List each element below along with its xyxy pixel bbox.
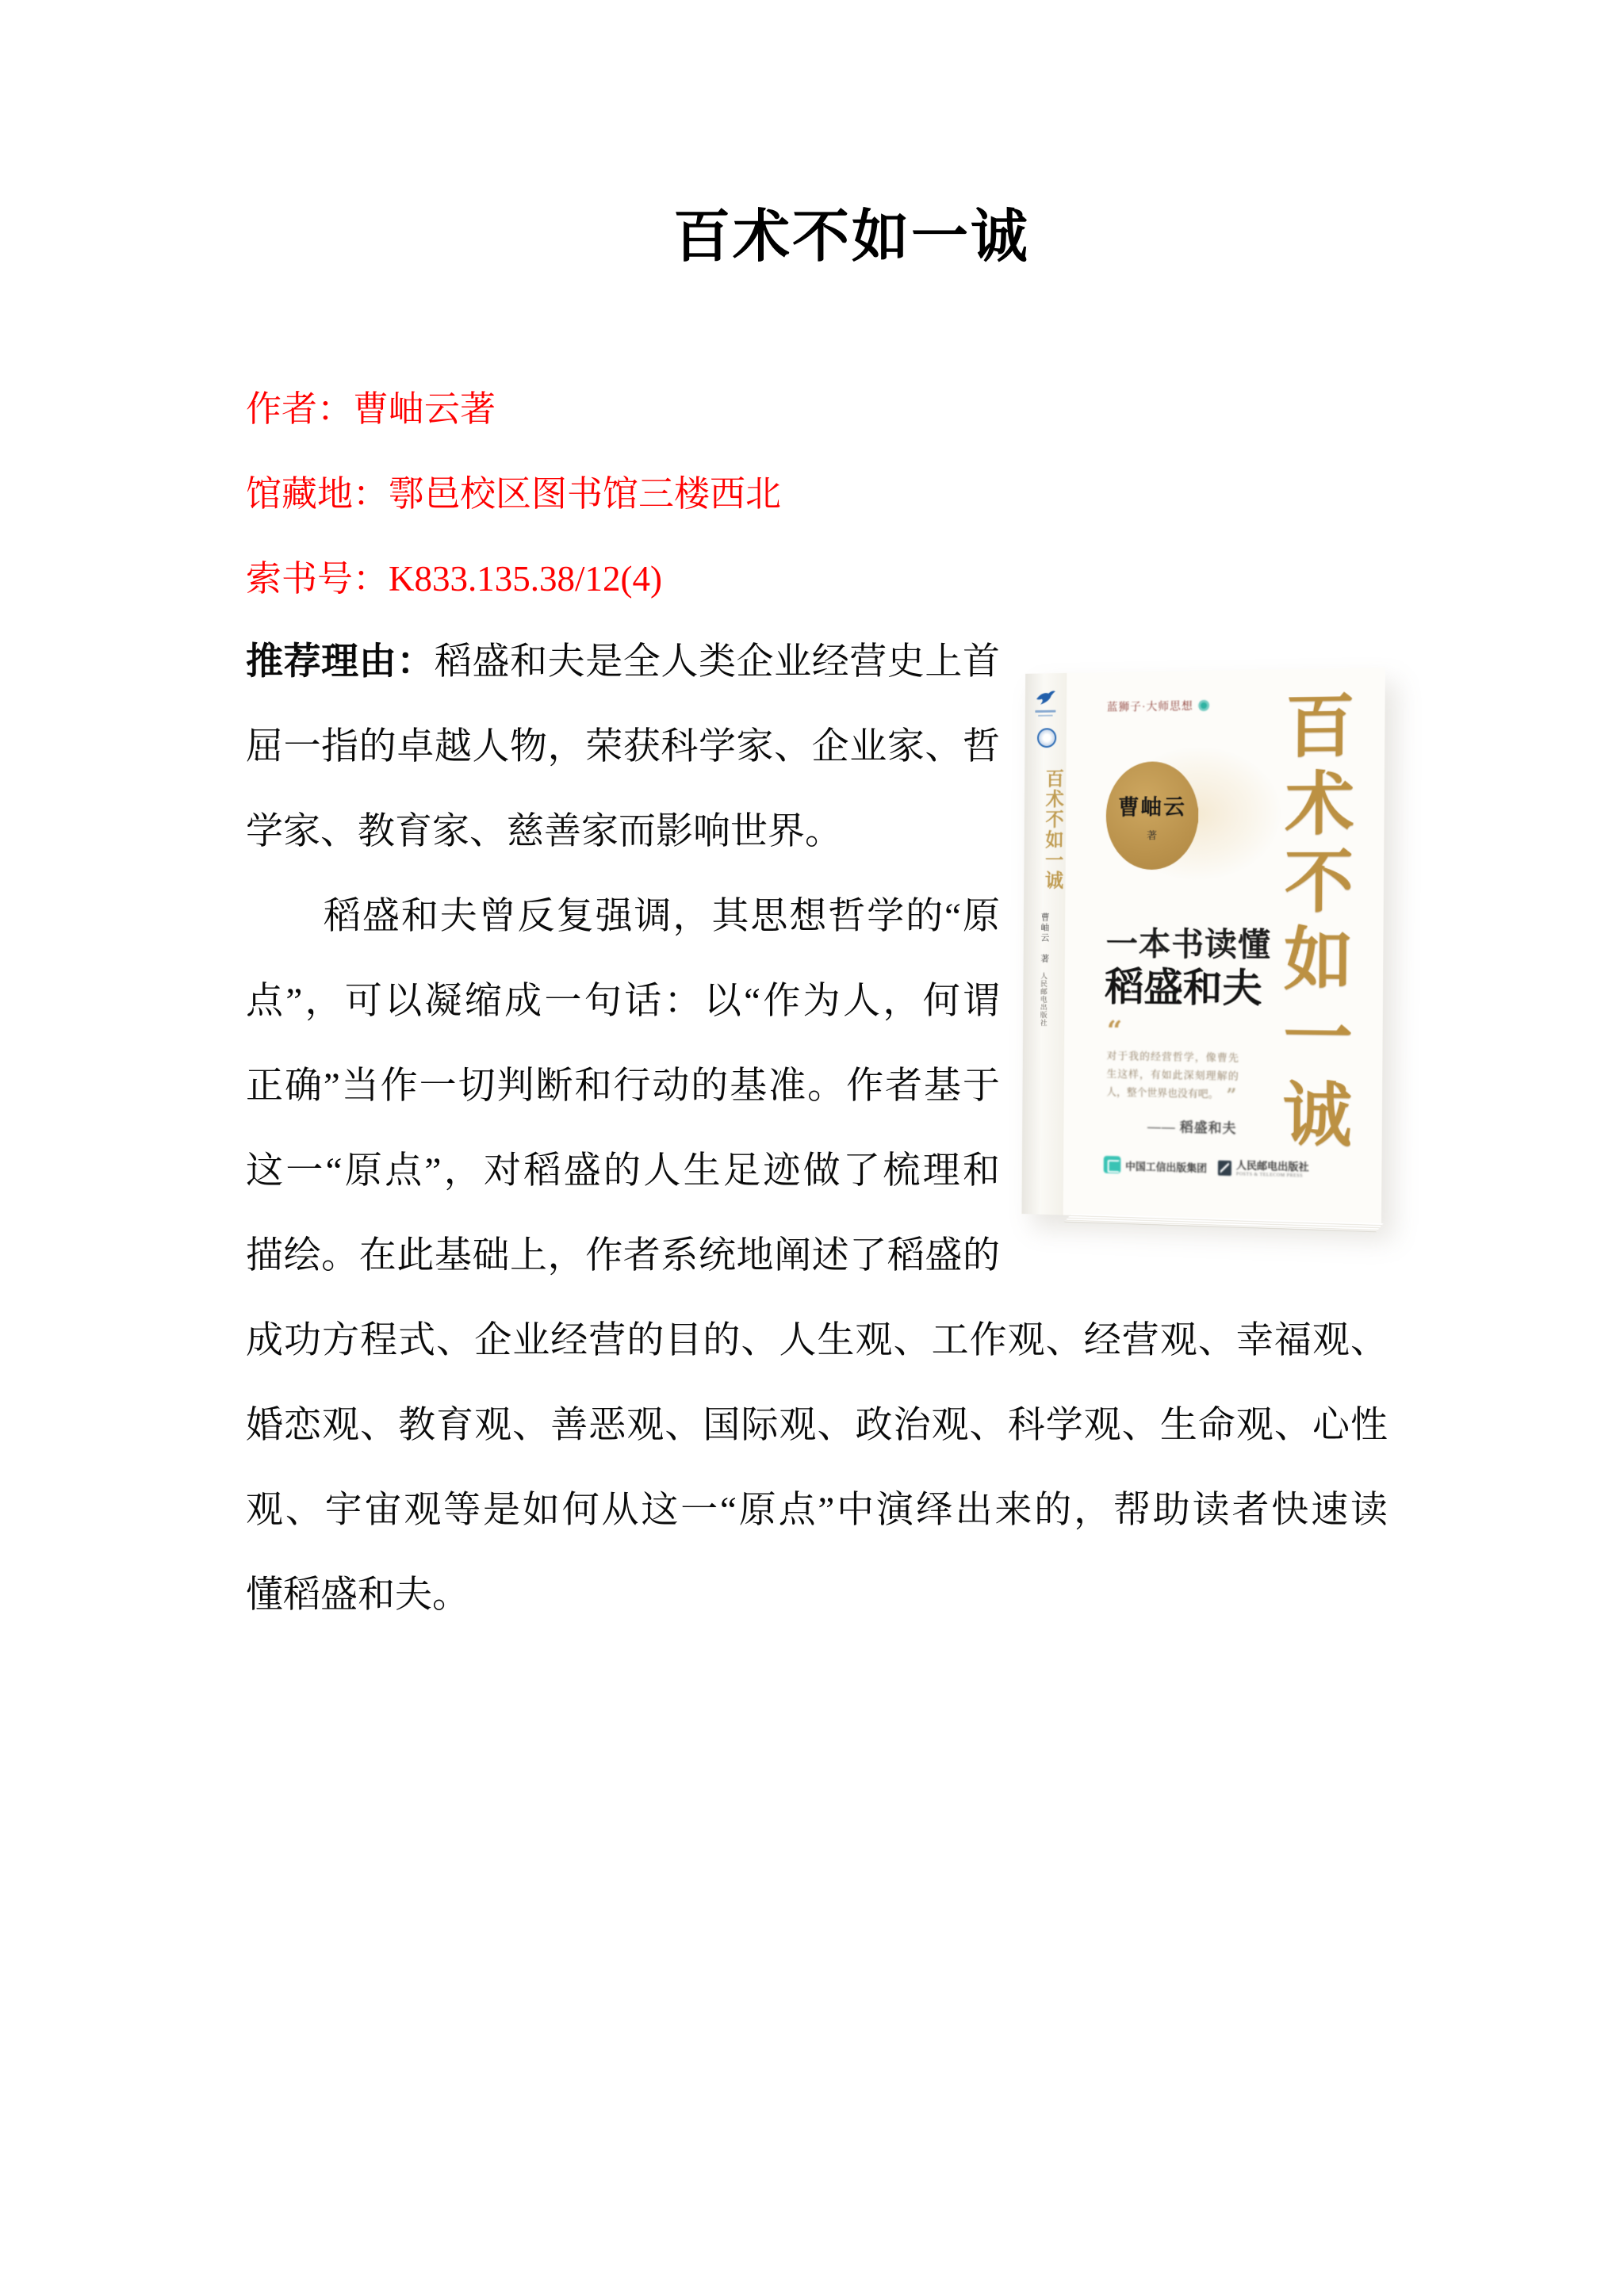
cit-press-name: 中国工信出版集团 <box>1125 1160 1208 1174</box>
author-gold-badge <box>1105 761 1198 870</box>
spine-author: 曹岫云 著 <box>1039 913 1049 965</box>
meta-author: 作者：曹岫云著 <box>246 389 496 429</box>
body-line: 懂稻盛和夫。 <box>246 1575 469 1616</box>
cover-quote-text: 对于我的经营哲学，像曹先生这样，有如此深刻理解的人，整个世界也没有吧。 <box>1106 1050 1239 1100</box>
series-label-text: 蓝狮子·大师思想 <box>1106 701 1193 714</box>
body-line: 点”，可以凝缩成一句话：以“作为人，何谓 <box>246 981 1000 1022</box>
book-front-cover <box>1063 668 1385 1225</box>
spine-logo-text-bar <box>1035 710 1055 713</box>
meta-block <box>246 367 781 622</box>
body-line: 正确”当作一切判断和行动的基准。作者基于 <box>246 1066 1000 1107</box>
badge-author-role: 著 <box>1147 828 1158 841</box>
spine-logo-text-bar-2 <box>1038 715 1052 717</box>
spine-publisher: 人民邮电出版社 <box>1039 972 1048 1027</box>
book-cover-photo <box>1021 668 1385 1225</box>
body-line: 描绘。在此基础上，作者系统地阐述了稻盛的 <box>246 1235 1000 1276</box>
meta-call-number: 索书号：K833.135.38/12(4) <box>246 559 662 599</box>
body-line: 这一“原点”，对稻盛的人生足迹做了梳理和 <box>246 1150 1000 1192</box>
body-line: 推荐理由：稻盛和夫是全人类企业经营史上首 <box>246 641 1000 683</box>
cit-press-logo-icon <box>1104 1156 1121 1173</box>
body-line: 学家、教育家、慈善家而影响世界。 <box>246 811 842 852</box>
close-quote-icon: ” <box>1226 1085 1237 1106</box>
blue-seal-icon <box>1037 728 1056 748</box>
quote-attribution: —— 稻盛和夫 <box>1147 1119 1237 1137</box>
cover-main-title-vertical: 百术不如一诚 <box>1272 689 1353 1157</box>
publisher-bird-logo-icon <box>1035 689 1056 706</box>
meta-location: 馆藏地：鄠邑校区图书馆三楼西北 <box>246 474 782 514</box>
badge-author-name: 曹岫云 <box>1117 794 1186 819</box>
body-line: 稻盛和夫曾反复强调，其思想哲学的“原 <box>246 896 1000 937</box>
body-line: 观、宇宙观等是如何从这一“原点”中演绎出来的，帮助读者快速读 <box>246 1490 1388 1531</box>
publisher-group-1 <box>1104 1156 1207 1176</box>
book-spine <box>1021 673 1067 1215</box>
cover-subtitle-line1: 一本书读懂 <box>1105 925 1272 963</box>
body-line: 婚恋观、教育观、善恶观、国际观、政治观、科学观、生命观、心性 <box>246 1405 1388 1446</box>
body-line: 成功方程式、企业经营的目的、人生观、工作观、经营观、幸福观、 <box>246 1320 1388 1361</box>
cover-subtitle-line2: 稻盛和夫 <box>1105 964 1262 1011</box>
ptpress-name: 人民邮电出版社 <box>1235 1158 1309 1173</box>
spine-title: 百术不如一诚 <box>1041 768 1063 891</box>
open-quote-icon: “ <box>1106 1015 1123 1047</box>
page-title: 百术不如一诚 <box>672 205 1030 269</box>
ptpress-subname: POSTS & TELECOM PRESS <box>1235 1171 1304 1179</box>
series-badge-icon <box>1198 700 1209 711</box>
body-line: 屈一指的卓越人物，荣获科学家、企业家、哲 <box>246 726 1000 767</box>
ptpress-logo-icon <box>1218 1160 1231 1175</box>
reason-label: 推荐理由： <box>246 641 435 683</box>
series-label <box>1107 698 1209 715</box>
